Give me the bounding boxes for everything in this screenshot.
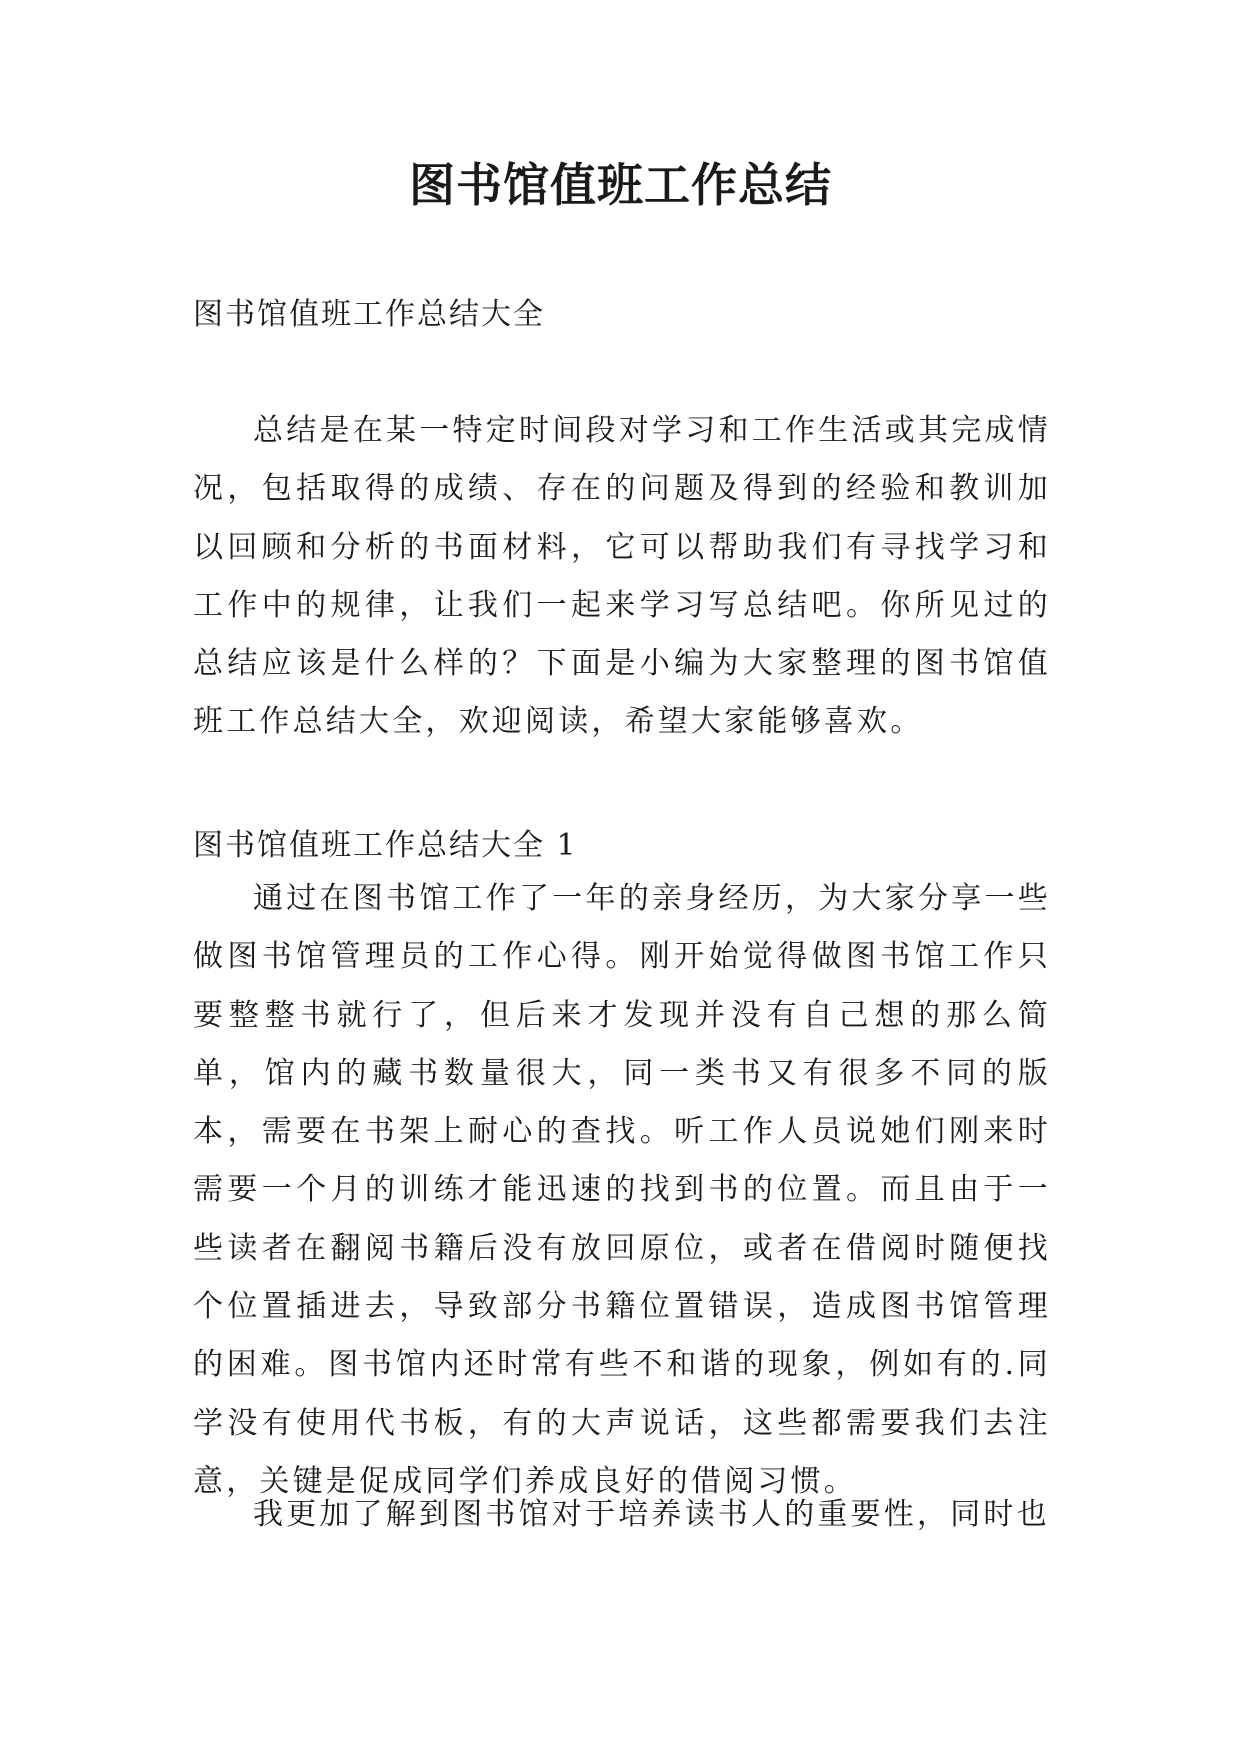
intro-paragraph: 总结是在某一特定时间段对学习和工作生活或其完成情况，包括取得的成绩、存在的问题及得到的经验和教训加以回顾和分析的书面材料，它可以帮助我们有寻找学习和工作中的规律，让我们一起来学习写总结吧。你所见过的总结应该是什么样的？下面是小编为大家整理的图书馆值班工作总结大全，欢迎阅读，希望大家能够喜欢。 [193, 413, 1051, 740]
document-title: 图书馆值班工作总结 [409, 158, 832, 212]
body-paragraph: 我更加了解到图书馆对于培养读书人的重要性，同时也 [253, 1497, 1050, 1532]
section-heading: 图书馆值班工作总结大全 1 [193, 828, 578, 863]
document-subtitle: 图书馆值班工作总结大全 [193, 297, 545, 332]
body-paragraph: 通过在图书馆工作了一年的亲身经历，为大家分享一些做图书馆管理员的工作心得。刚开始觉得做图书馆工作只要整整书就行了，但后来才发现并没有自己想的那么简单，馆内的藏书数量很大，同一类书又有很多不同的版本，需要在书架上耐心的查找。听工作人员说她们刚来时需要一个月的训练才能迅速的找到书的位置。而且由于一些读者在翻阅书籍后没有放回原位，或者在借阅时随便找个位置插进去，导致部分书籍位置错误，造成图书馆管理的困难。图书馆内还时常有些不和谐的现象，例如有的.同学没有使用代书板，有的大声说话，这些都需要我们去注意，关键是促成同学们养成良好的借阅习惯。 [193, 881, 1051, 1499]
